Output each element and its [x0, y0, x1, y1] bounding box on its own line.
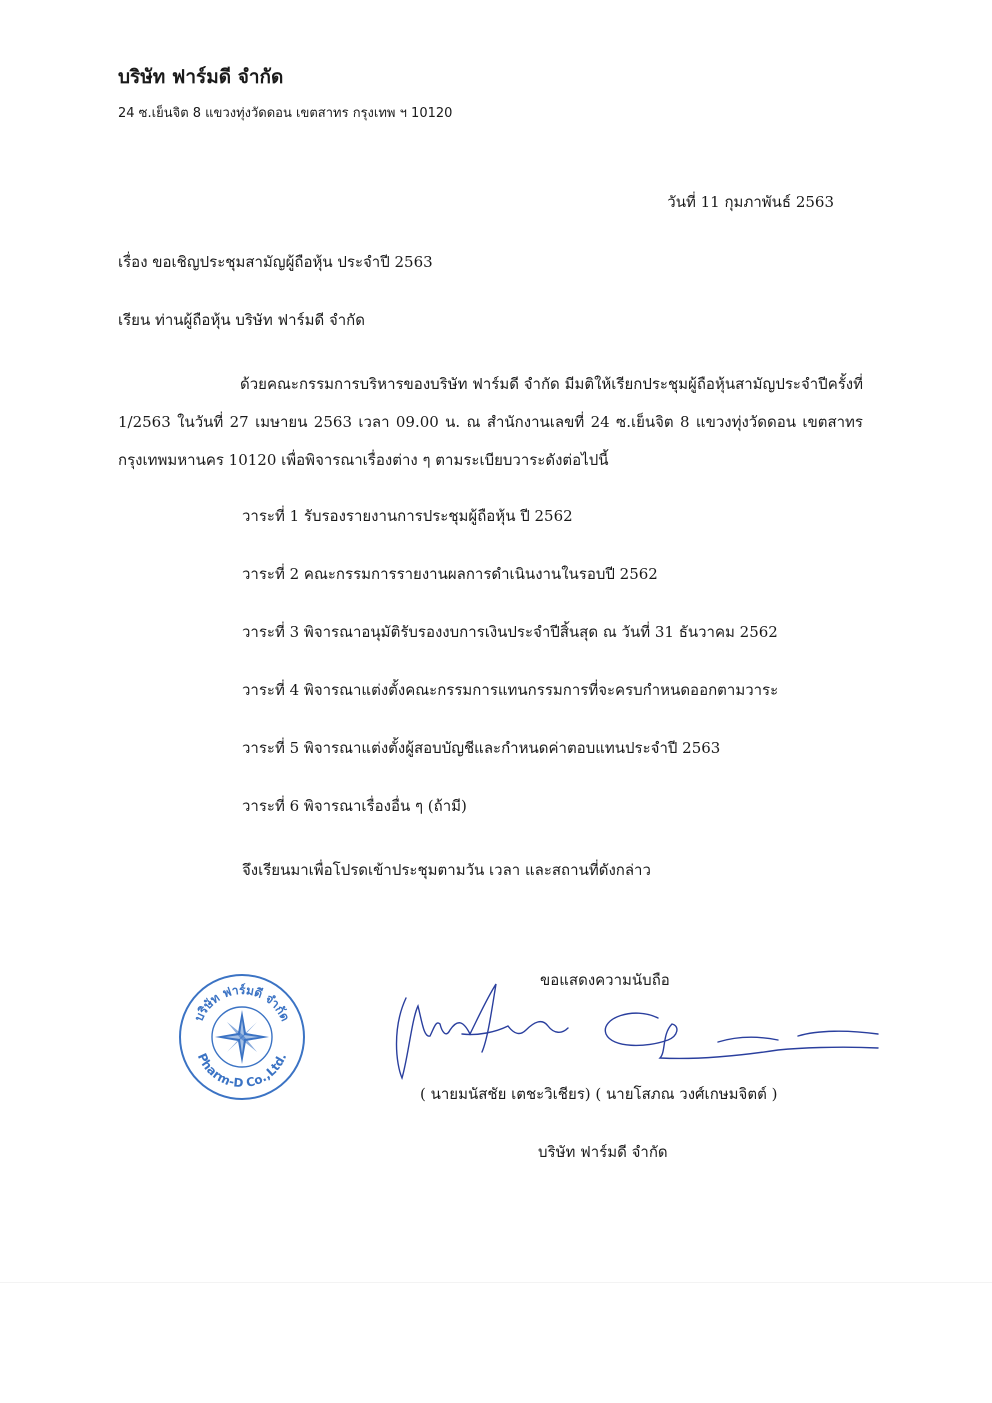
regards-text: ขอแสดงความนับถือ: [540, 971, 670, 989]
signature-1-tail: [462, 1022, 568, 1035]
agenda-item-6: วาระที่ 6 พิจารณาเรื่องอื่น ๆ (ถ้ามี): [242, 797, 467, 815]
compass-star-icon: [215, 1010, 269, 1064]
stamp-text-top: บริษัท ฟาร์มดี จำกัด: [191, 982, 293, 1024]
signature-2-tail: [718, 1031, 878, 1042]
signature-1: [397, 984, 497, 1078]
handwritten-signatures: [378, 978, 888, 1082]
company-address: 24 ซ.เย็นจิต 8 แขวงทุ่งวัดดอน เขตสาทร กรุงเทพ ฯ 10120: [118, 106, 453, 121]
company-stamp: [177, 972, 307, 1102]
closing-sentence: จึงเรียนมาเพื่อโปรดเข้าประชุมตามวัน เวลา และสถานที่ดังกล่าว: [242, 861, 651, 879]
letter-body: ด้วยคณะกรรมการบริหารของบริษัท ฟาร์มดี จำกัด มีมติให้เรียกประชุมผู้ถือหุ้นสามัญประจำปีครั้งที่ 1/2563 ในวันที่ 27 เมษายน 2563 เวลา 09.00 น. ณ สำนักงานเลขที่ 24 ซ.เย็นจิต 8 แขวงทุ่งวัดดอน เขตสาทร กรุงเทพมหานคร 10120 เพื่อพิจารณาเรื่องต่าง ๆ ตามระเบียบวาระดังต่อไปนี้: [118, 375, 863, 469]
agenda-item-2: วาระที่ 2 คณะกรรมการรายงานผลการดำเนินงานในรอบปี 2562: [242, 565, 658, 583]
company-name: บริษัท ฟาร์มดี จำกัด: [118, 66, 284, 88]
agenda-item-4: วาระที่ 4 พิจารณาแต่งตั้งคณะกรรมการแทนกรรมการที่จะครบกำหนดออกตามวาระ: [242, 681, 779, 699]
agenda-item-3: วาระที่ 3 พิจารณาอนุมัติรับรองงบการเงินประจำปีสิ้นสุด ณ วันที่ 31 ธันวาคม 2562: [242, 623, 778, 641]
scan-artifact-line: [0, 1282, 992, 1283]
stamp-text-bottom: Pharm-D Co.,Ltd.: [194, 1051, 290, 1091]
letter-recipient: เรียน ท่านผู้ถือหุ้น บริษัท ฟาร์มดี จำกัด: [118, 311, 366, 329]
letter-subject: เรื่อง ขอเชิญประชุมสามัญผู้ถือหุ้น ประจำปี 2563: [118, 253, 433, 271]
letter-date: วันที่ 11 กุมภาพันธ์ 2563: [667, 193, 834, 211]
signature-2: [605, 1013, 878, 1058]
signoff-company: บริษัท ฟาร์มดี จำกัด: [538, 1143, 668, 1161]
agenda-item-1: วาระที่ 1 รับรองรายงานการประชุมผู้ถือหุ้น ปี 2562: [242, 507, 573, 525]
agenda-item-5: วาระที่ 5 พิจารณาแต่งตั้งผู้สอบบัญชีและกำหนดค่าตอบแทนประจำปี 2563: [242, 739, 721, 757]
agenda-list: [242, 504, 778, 852]
signer-names: ( นายมนัสชัย เตชะวิเชียร) ( นายโสภณ วงศ์เกษมจิตต์ ): [420, 1085, 778, 1103]
